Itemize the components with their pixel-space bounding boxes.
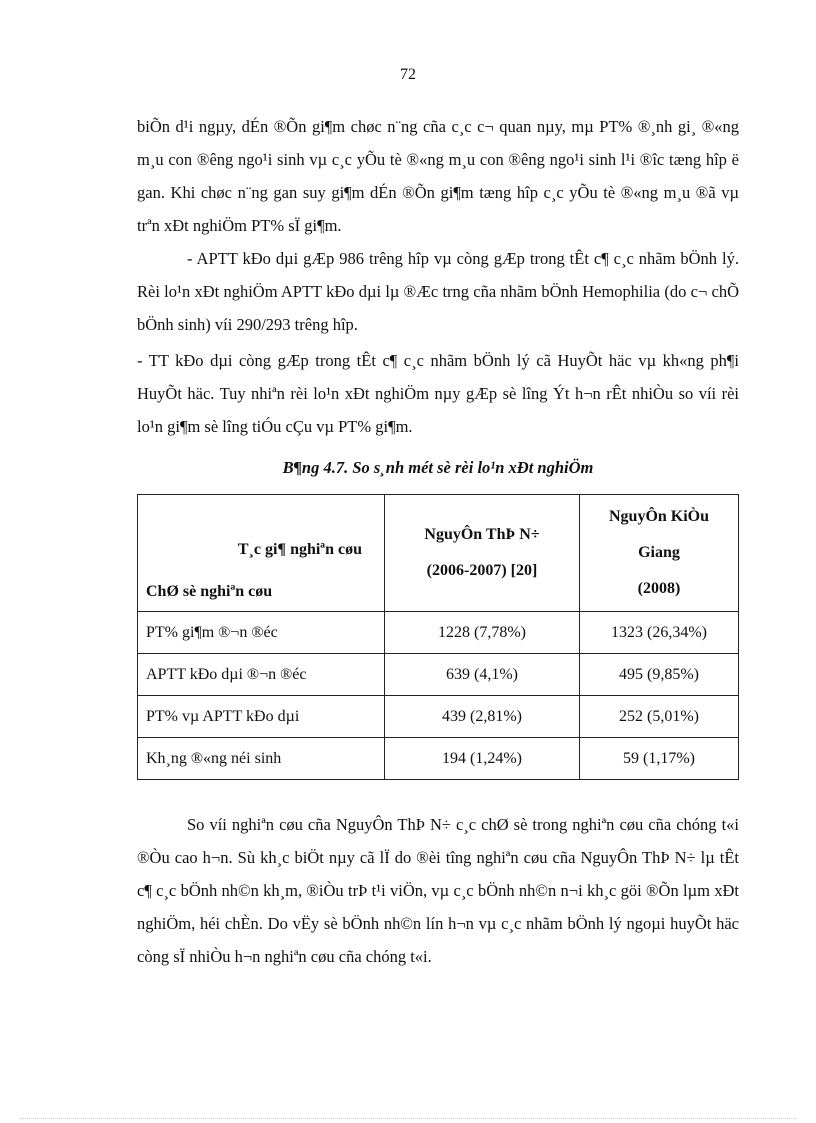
- cell-value: 252 (5,01%): [580, 696, 739, 738]
- table-row: [138, 696, 739, 738]
- cell-value: 1323 (26,34%): [580, 612, 739, 654]
- table-corner-header: [138, 495, 385, 612]
- table-header-row: [138, 495, 739, 612]
- column-header-nguyen-kieu-giang: [580, 495, 739, 612]
- paragraph-3: - TT kÐo dµi còng gÆp trong tÊt c¶ c¸c nhãm bÖnh lý cã HuyÕt häc vµ kh«ng ph¶i HuyÕt häc. Tuy nhiªn rèi lo¹n xÐt nghiÖm nµy gÆp sè lîng Ýt h¬n rÊt nhiÒu so víi rèi lo¹n gi¶m sè lîng tiÓu cÇu vµ PT% gi¶m.: [137, 351, 739, 436]
- cell-value: 59 (1,17%): [580, 738, 739, 780]
- row-label: Kh¸ng ®«ng néi sinh: [138, 738, 385, 780]
- column-header-line: Giang: [638, 544, 680, 561]
- table-row: [138, 738, 739, 780]
- column-header-line: NguyÔn KiÒu: [608, 508, 710, 525]
- row-label: APTT kÐo dµi ®¬n ®éc: [138, 654, 385, 696]
- cell-value: 439 (2,81%): [385, 696, 580, 738]
- comparison-table: [137, 494, 739, 780]
- header-authors: T¸c gi¶ nghiªn cøu: [237, 541, 362, 558]
- cell-value: 194 (1,24%): [385, 738, 580, 780]
- row-label: PT% gi¶m ®¬n ®éc: [138, 612, 385, 654]
- column-header-nguyen-thi-nu: [385, 495, 580, 612]
- paragraph-4: So víi nghiªn cøu cña NguyÔn ThÞ N÷ c¸c chØ sè trong nghiªn cøu cña chóng t«i ®Òu cao h¬n. Sù kh¸c biÖt nµy cã lÏ do ®èi tîng nghiªn cøu cña NguyÔn ThÞ N÷ lµ tÊt c¶ c¸c bÖnh nh©n kh¸m, ®iÒu trÞ t¹i viÖn, vµ c¸c bÖnh nh©n n¬i kh¸c göi ®Õn lµm xÐt nghiÖm, héi chÈn. Do vËy sè bÖnh nh©n lín h¬n vµ c¸c nhãm bÖnh lý ngoµi huyÕt häc còng sÏ nhiÒu h¬n nghiªn cøu cña chóng t«i.: [137, 815, 739, 966]
- page-number: 72: [400, 66, 416, 83]
- table-caption: B¶ng 4.7. So s¸nh mét sè rèi lo¹n xÐt nghiÖm: [282, 458, 594, 477]
- header-indicators: ChØ sè nghiªn cøu: [146, 583, 273, 600]
- table-row: [138, 654, 739, 696]
- cell-value: 1228 (7,78%): [385, 612, 580, 654]
- column-header-line: NguyÔn ThÞ N÷: [424, 526, 540, 543]
- row-label: PT% vµ APTT kÐo dµi: [138, 696, 385, 738]
- cell-value: 495 (9,85%): [580, 654, 739, 696]
- paragraph-1: biÕn d¹i ngµy, dÉn ®Õn gi¶m chøc n¨ng cña c¸c c¬ quan nµy, mµ PT% ®¸nh gi¸ ®«ng m¸u con ®êng ngo¹i sinh vµ c¸c yÕu tè ®«ng m¸u con ®êng ngo¹i sinh l¹i ®îc tæng hîp ë gan. Khi chøc n¨ng gan suy gi¶m dÉn ®Õn gi¶m tæng hîp c¸c yÕu tè ®«ng m¸u ®ã vµ trªn xÐt nghiÖm PT% sÏ gi¶m.: [137, 117, 739, 235]
- table-row: [138, 612, 739, 654]
- column-header-line: (2006-2007) [20]: [426, 562, 538, 579]
- column-header-line: (2008): [637, 580, 681, 597]
- paragraph-2: - APTT kÐo dµi gÆp 986 trêng hîp vµ còng gÆp trong tÊt c¶ c¸c nhãm bÖnh lý. Rèi lo¹n xÐt nghiÖm APTT kÐo dµi lµ ®Æc trng cña nhãm bÖnh Hemophilia (do c¬ chÕ bÖnh sinh) víi 290/293 trêng hîp.: [137, 249, 739, 334]
- cell-value: 639 (4,1%): [385, 654, 580, 696]
- page-bottom-divider: [20, 1118, 796, 1119]
